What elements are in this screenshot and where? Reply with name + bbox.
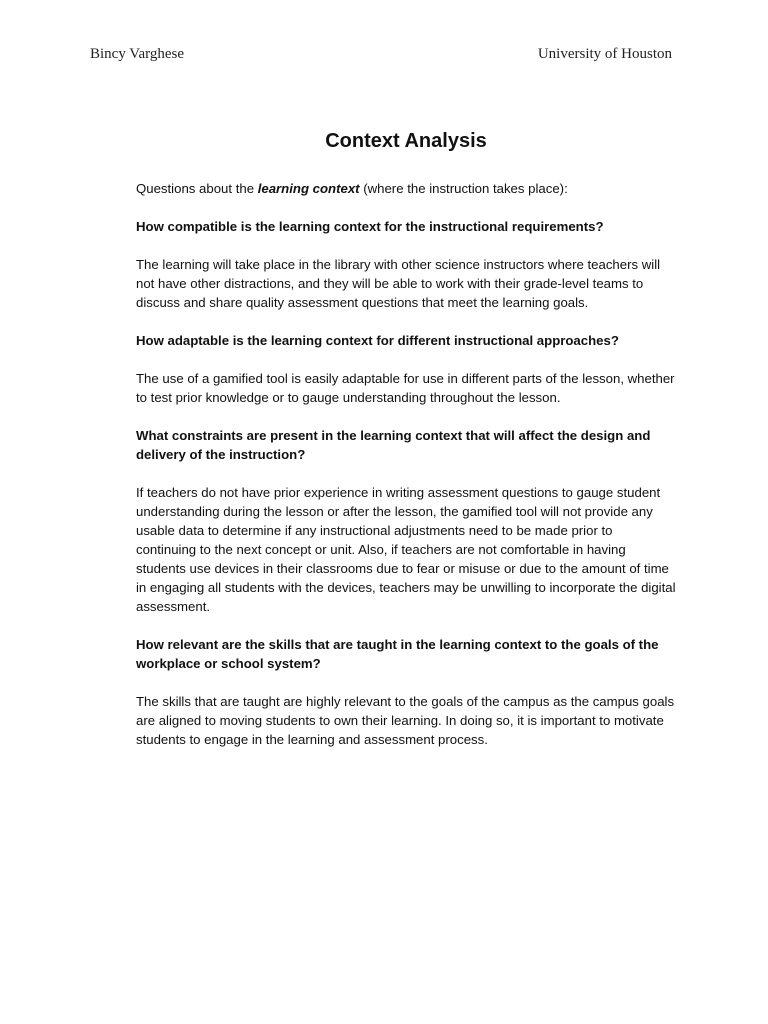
header-author: Bincy Varghese [90, 46, 185, 62]
intro-text-after: (where the instruction takes place): [359, 181, 568, 196]
intro-text-before: Questions about the [136, 181, 258, 196]
answer-4: The skills that are taught are highly relevant to the goals of the campus as the campus goals are aligned to moving students to own their learning. In doing so, it is important to motivate students to engage in the learning and assessment process. [136, 694, 675, 747]
document-body [136, 179, 676, 768]
intro-paragraph [136, 179, 676, 198]
header-institution: University of Houston [537, 46, 672, 62]
answer-2: The use of a gamified tool is easily adaptable for use in different parts of the lesson, whether to test prior knowledge or to gauge understanding throughout the lesson. [136, 371, 675, 405]
question-3: What constraints are present in the learning context that will affect the design and delivery of the instruction? [136, 428, 651, 462]
question-2: How adaptable is the learning context for different instructional approaches? [136, 333, 619, 348]
answer-1: The learning will take place in the library with other science instructors where teachers will not have other distractions, and they will be able to work with their grade-level teams to discuss and share quality assessment questions that meet the learning goals. [136, 257, 661, 310]
question-1: How compatible is the learning context for the instructional requirements? [136, 219, 604, 234]
question-4: How relevant are the skills that are taught in the learning context to the goals of the workplace or school system? [136, 637, 659, 671]
page-title: Context Analysis [325, 130, 487, 152]
answer-3: If teachers do not have prior experience in writing assessment questions to gauge student understanding during the lesson or after the lesson, the gamified tool will not provide any usable data to determine if any instructional adjustments need to be made prior to continuing to the next concept or unit. Also, if teachers are not comfortable in having students use devices in their classrooms due to fear or misuse or due to the amount of time in engaging all students with the devices, teachers may be unwilling to incorporate the digital assessment. [136, 485, 676, 614]
intro-emphasis: learning context [257, 181, 360, 196]
